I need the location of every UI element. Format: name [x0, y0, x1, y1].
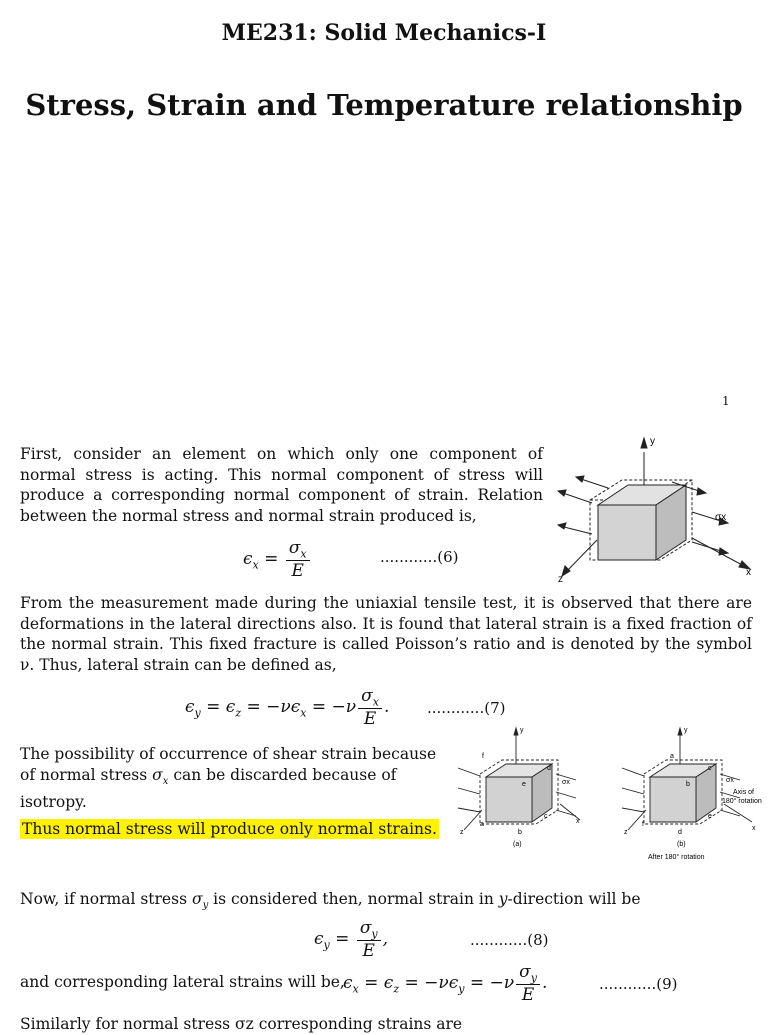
paragraph-sigma-z: Similarly for normal stress σz corresponding strains are — [20, 1015, 463, 1033]
equation-8: $\epsilon_y$ = $\frac{\sigma_y}{E}$ , — [314, 918, 389, 962]
sigma-x-label: σx — [715, 512, 727, 523]
course-title: ME231: Solid Mechanics-I — [221, 20, 547, 46]
fig-b-corner-e: e — [708, 813, 712, 820]
uniaxial-stress-cube-figure — [552, 430, 762, 590]
fig-b-x-label: x — [752, 825, 756, 832]
paragraph-sigma-y-part1: Now, if normal stress — [20, 890, 188, 908]
paragraph-poisson: From the measurement made during the uniaxial tensile test, it is observed that there are deformations in the lateral directions also. It is found that lateral strain is a fixed fraction of the normal strain. This fixed fracture is called Poisson’s ratio and is denoted by the symbol ν. Thus, lateral strain can be defined as, — [20, 594, 752, 674]
page-number: 1 — [722, 394, 730, 408]
equation-9-tag: ............(9) — [599, 975, 678, 993]
paragraph-sigma-y: Now, if normal stress $\sigma_y$ is considered then, normal strain in y-direction will be — [20, 890, 641, 912]
equation-7-tag: ............(7) — [427, 699, 506, 717]
fig-a-y-label: y — [520, 727, 524, 734]
fig-b-corner-c: c — [708, 765, 712, 772]
paragraph-shear-part1: The possibility of occurrence of shear strain because of normal stress — [20, 745, 437, 784]
paragraph-sigma-y-part2: is considered then, normal strain in — [213, 890, 494, 908]
fig-a-corner-c: c — [544, 813, 548, 820]
fig-a-corner-d: d — [547, 765, 551, 772]
page-title: Stress, Strain and Temperature relationship — [25, 88, 743, 122]
fig-a-corner-a: a — [480, 821, 484, 828]
paragraph-sigma-y-part3: -direction will be — [507, 890, 641, 908]
equation-8-tag: ............(8) — [470, 931, 549, 949]
paragraph-shear: The possibility of occurrence of shear strain because of normal stress $\sigma_x$ can be discarded because of isotropy. Thus normal stress will produce only normal strains. — [20, 745, 437, 838]
y-axis-label: y — [650, 436, 655, 447]
fig-b-corner-a: a — [670, 753, 674, 760]
fig-b-sigma-label: σx — [726, 777, 734, 784]
axis-note-line1: Axis of — [733, 789, 755, 796]
fig-b-corner-d: d — [678, 829, 682, 836]
rotation-cube-figure — [452, 722, 768, 868]
paragraph-lateral: and corresponding lateral strains will be, — [20, 973, 345, 991]
z-axis-label: z — [558, 574, 563, 585]
equation-6-tag: ............(6) — [380, 548, 459, 566]
equation-6: $\epsilon_x$ = $\frac{\sigma_x}{E}$ — [243, 538, 312, 581]
fig-a-corner-f: f — [482, 753, 484, 760]
fig-a-sigma-label: σx — [562, 779, 570, 786]
equation-9: $\epsilon_x = \epsilon_z = -\nu\epsilon_y = -\nu$ $\frac{\sigma_y}{E}$ . — [343, 962, 548, 1006]
fig-b-subcaption: After 180° rotation — [648, 854, 705, 861]
fig-b-corner-f: f — [642, 821, 644, 828]
fig-a-z-label: z — [460, 829, 464, 836]
fig-a-x-label: x — [576, 818, 580, 825]
fig-a-corner-b: b — [518, 829, 522, 836]
fig-b-corner-b: b — [686, 781, 690, 788]
x-axis-label: x — [746, 567, 751, 578]
fig-b-y-label: y — [684, 727, 688, 734]
fig-b-caption: (b) — [677, 841, 686, 848]
highlighted-statement: Thus normal stress will produce only normal strains. — [22, 819, 437, 838]
paragraph-shear-part2: can be discarded because of isotropy. — [20, 765, 397, 812]
fig-a-caption: (a) — [513, 841, 522, 848]
axis-note-line2: 180° rotation — [722, 798, 762, 805]
fig-a-corner-e: e — [522, 781, 526, 788]
equation-7: $\epsilon_y = \epsilon_z = -\nu\epsilon_x = -\nu$ $\frac{\sigma_x}{E}$ . — [185, 686, 390, 730]
paragraph-intro: First, consider an element on which only one component of normal stress is acting. This normal component of stress will produce a corresponding normal component of strain. Relation between the normal stress and normal strain produced is, — [20, 445, 543, 525]
fig-b-z-label: z — [624, 829, 628, 836]
